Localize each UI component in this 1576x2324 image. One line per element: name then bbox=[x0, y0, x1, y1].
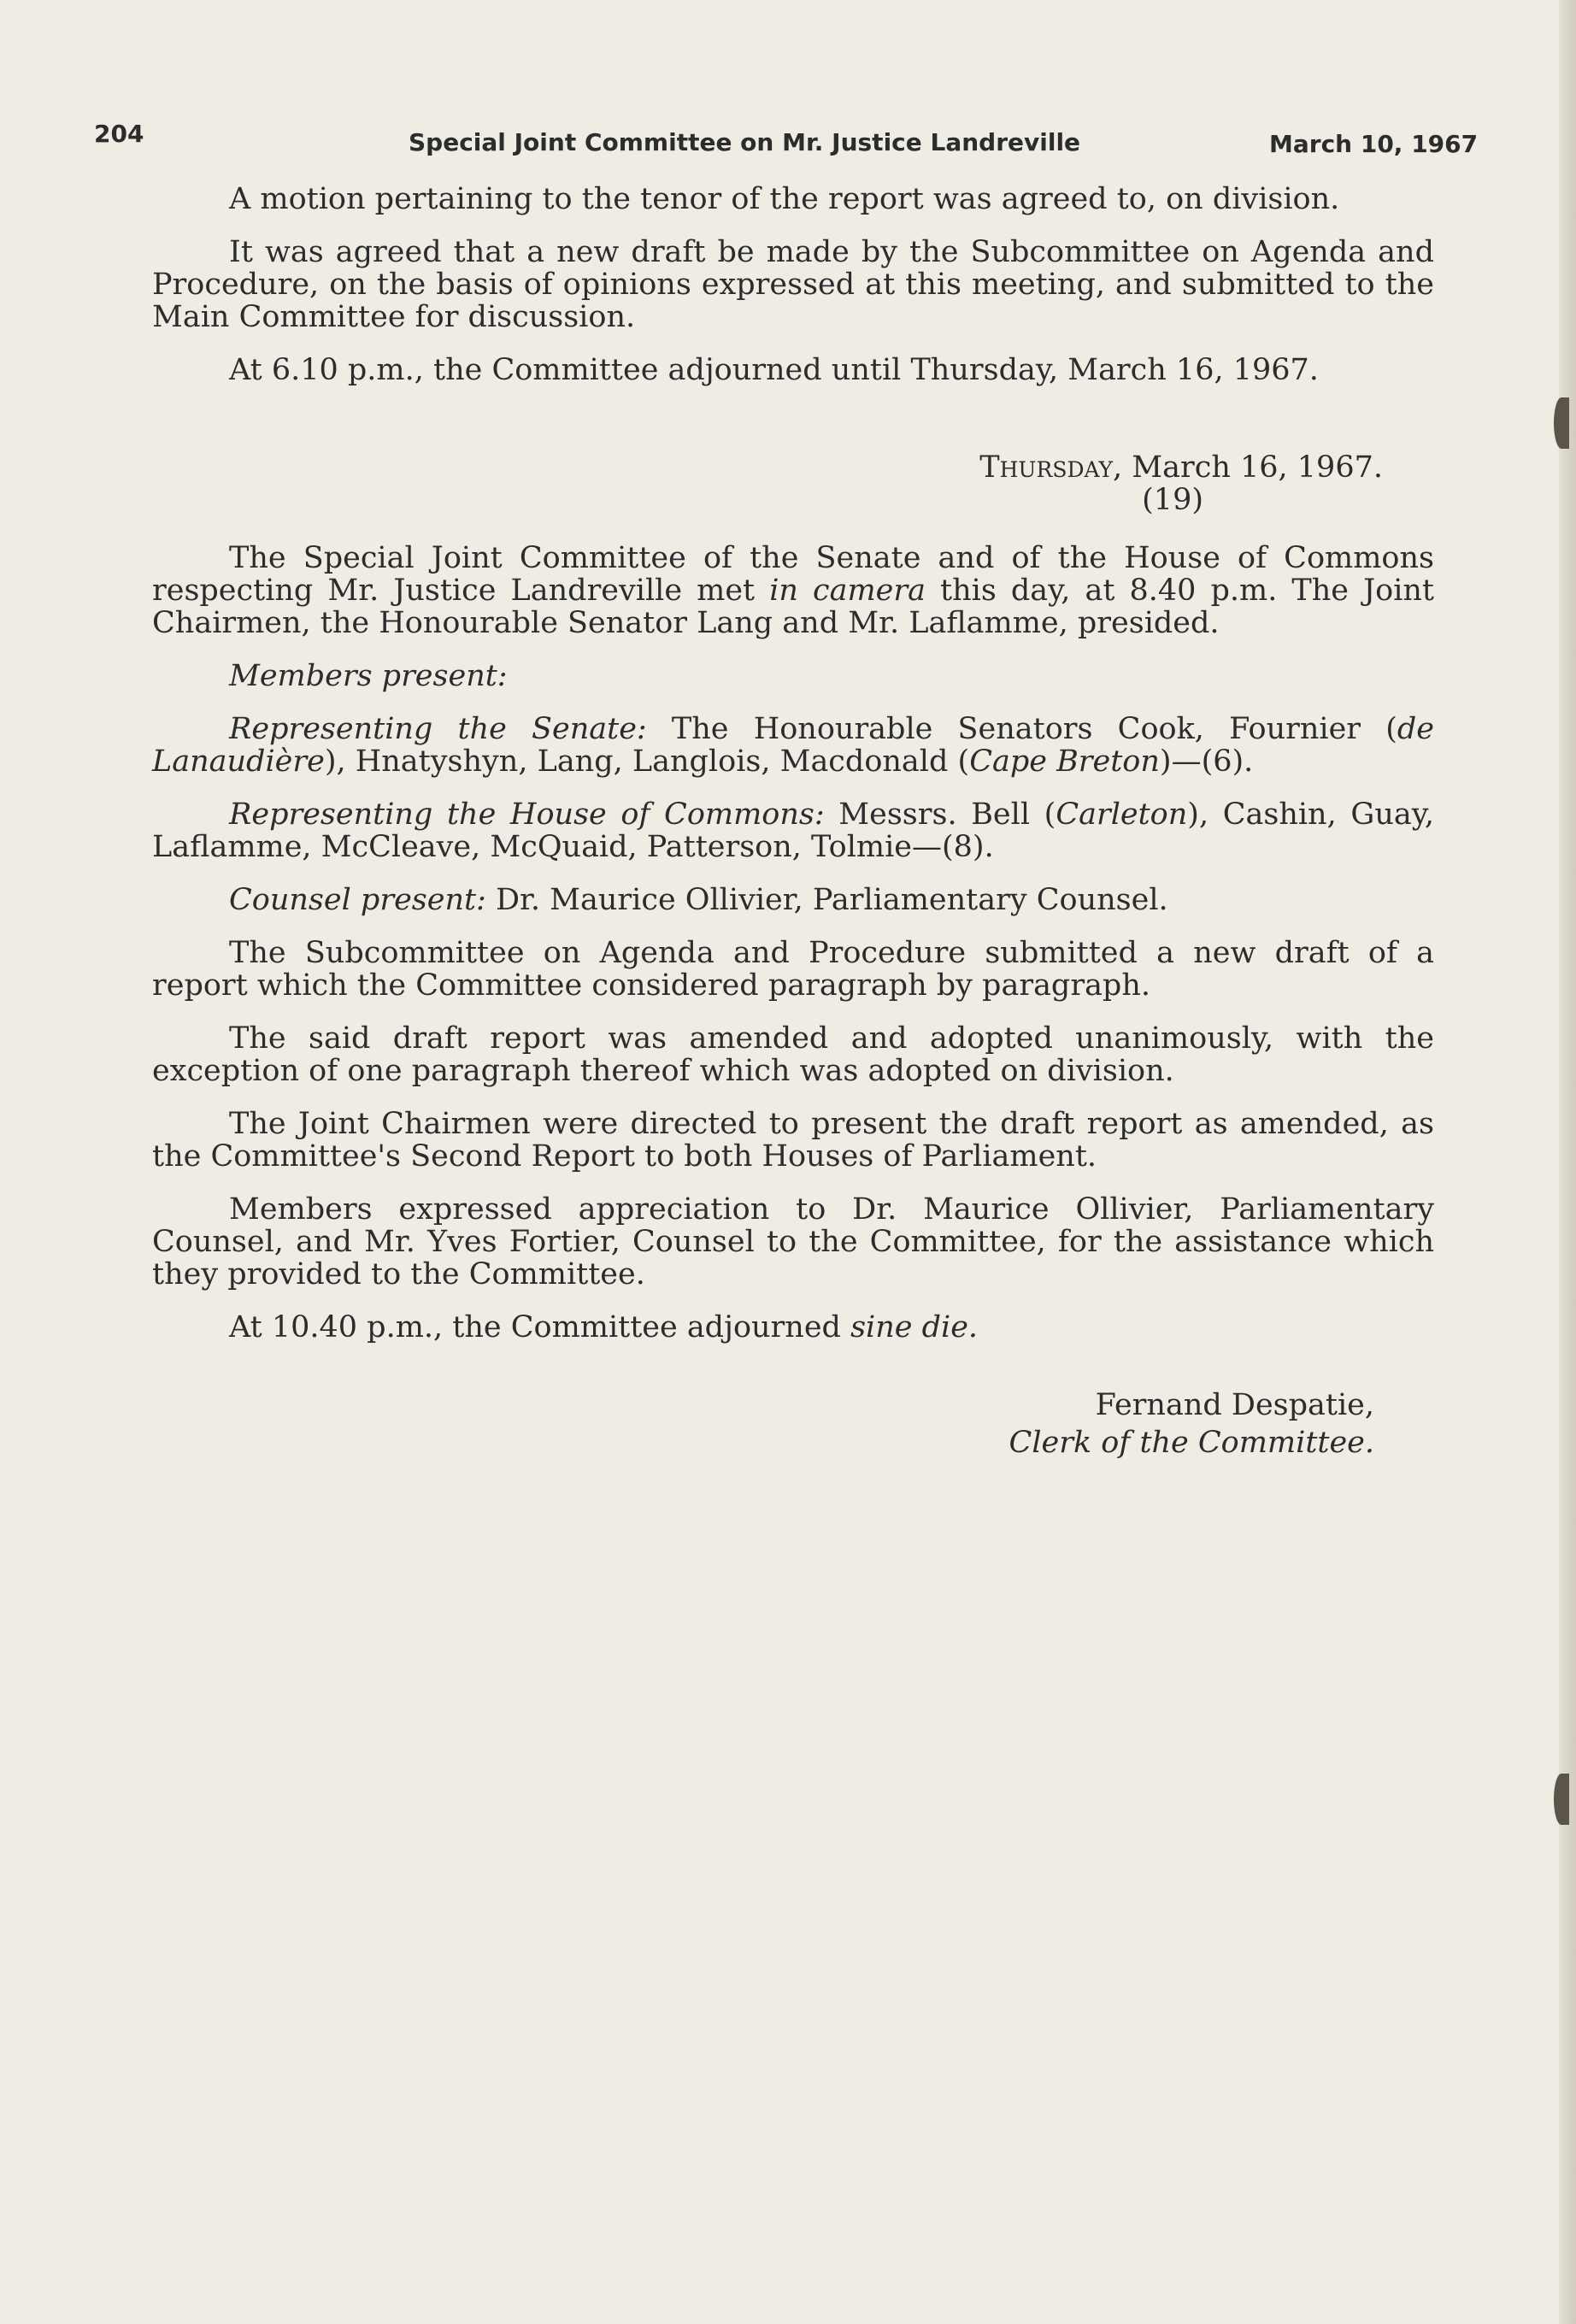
document-body bbox=[152, 183, 1434, 1462]
senate-italic-2: Cape Breton bbox=[969, 744, 1160, 779]
paragraph-adjourn-first: At 6.10 p.m., the Committee adjourned until Thursday, March 16, 1967. bbox=[229, 353, 1319, 387]
opening-text-2: this day, at 8.40 p.m. The Joint Chairmen, the Honourable Senator Lang and Mr. Laflamme, presided. bbox=[152, 574, 1434, 640]
paragraph-subcommittee: The Subcommittee on Agenda and Procedure submitted a new draft of a report which the Committee considered paragraph by paragraph. bbox=[152, 936, 1434, 1003]
page-number: 204 bbox=[94, 120, 144, 148]
members-present-label: Members present: bbox=[229, 659, 508, 693]
binding-hole-bottom bbox=[1554, 1774, 1569, 1825]
paragraph-amended: The said draft report was amended and adopted unanimously, with the exception of one paragraph thereof which was adopted on division. bbox=[152, 1021, 1434, 1088]
paragraph-appreciation: Members expressed appreciation to Dr. Maurice Ollivier, Parliamentary Counsel, and Mr. Yves Fortier, Counsel to the Committee, for the assistance which they provided to the Committee. bbox=[152, 1192, 1434, 1291]
commons-text-1: Messrs. Bell ( bbox=[824, 797, 1056, 832]
senate-italic-1: de Lanaudière bbox=[152, 712, 1434, 779]
running-header bbox=[94, 120, 1496, 162]
paragraph-counsel bbox=[152, 884, 1434, 916]
meeting-date: , March 16, 1967. bbox=[1113, 450, 1383, 485]
signature-block bbox=[152, 1386, 1374, 1462]
commons-italic-1: Carleton bbox=[1056, 797, 1188, 832]
meeting-day: Thursday bbox=[979, 450, 1114, 485]
running-title: Special Joint Committee on Mr. Justice Landreville bbox=[409, 128, 1081, 156]
adjourn-italic: sine die. bbox=[850, 1310, 979, 1344]
commons-text-2: ), Cashin, Guay, Laflamme, McCleave, McQuaid, Patterson, Tolmie—(8). bbox=[152, 797, 1434, 864]
paragraph-motion: A motion pertaining to the tenor of the report was agreed to, on division. bbox=[229, 182, 1340, 216]
clerk-name: Fernand Despatie, bbox=[1095, 1388, 1374, 1422]
senate-text-3: )—(6). bbox=[1159, 744, 1254, 779]
paragraph-opening bbox=[152, 542, 1434, 639]
opening-text-1: The Special Joint Committee of the Senate and of the House of Commons respecting Mr. Justice Landreville met bbox=[152, 541, 1434, 608]
binding-hole-top bbox=[1554, 397, 1569, 449]
meeting-date-block bbox=[152, 451, 1383, 516]
paragraph-adjourn-final bbox=[152, 1311, 1434, 1344]
counsel-text: Dr. Maurice Ollivier, Parliamentary Counsel. bbox=[485, 883, 1168, 917]
paragraph-new-draft: It was agreed that a new draft be made by the Subcommittee on Agenda and Procedure, on the basis of opinions expressed at this meeting, and submitted to the Main Committee for discussion. bbox=[152, 235, 1434, 334]
counsel-label: Counsel present: bbox=[229, 883, 486, 917]
clerk-title: Clerk of the Committee. bbox=[1009, 1426, 1374, 1460]
senate-text-1: The Honourable Senators Cook, Fournier ( bbox=[646, 712, 1397, 746]
paragraph-senate bbox=[152, 713, 1434, 778]
senate-label: Representing the Senate: bbox=[229, 712, 647, 746]
commons-label: Representing the House of Commons: bbox=[229, 797, 825, 832]
meeting-number: (19) bbox=[1142, 483, 1203, 517]
paragraph-directed: The Joint Chairmen were directed to present the draft report as amended, as the Committee's Second Report to both Houses of Parliament. bbox=[152, 1107, 1434, 1174]
paragraph-commons bbox=[152, 798, 1434, 863]
opening-italic: in camera bbox=[769, 574, 926, 608]
page-edge bbox=[1559, 0, 1576, 2324]
adjourn-text: At 10.40 p.m., the Committee adjourned bbox=[229, 1310, 851, 1344]
senate-text-2: ), Hnatyshyn, Lang, Langlois, Macdonald ( bbox=[324, 744, 970, 779]
header-date: March 10, 1967 bbox=[1269, 130, 1479, 158]
